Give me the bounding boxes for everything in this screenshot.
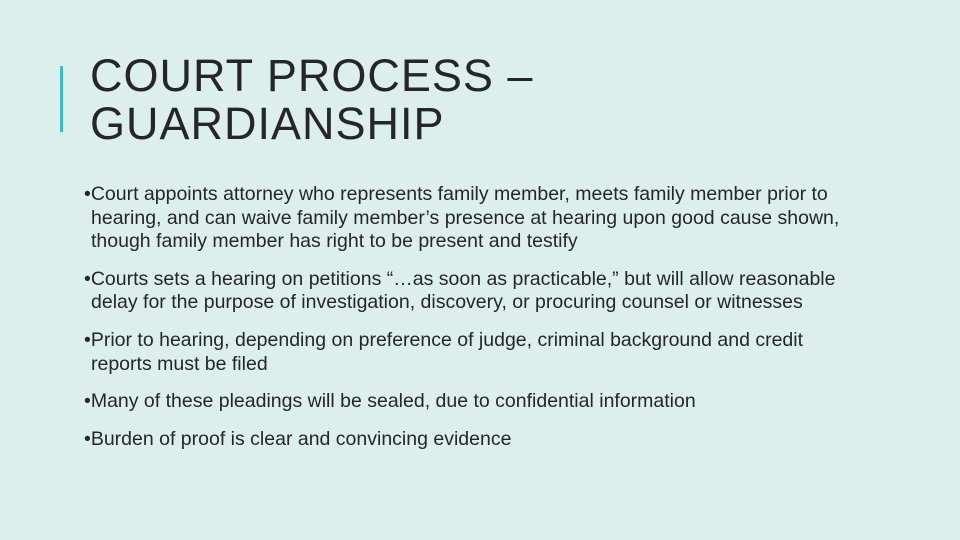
bullet-marker: • — [84, 267, 91, 290]
bullet-item — [84, 268, 854, 315]
title-accent-bar — [60, 66, 63, 132]
bullet-item — [84, 428, 854, 452]
bullet-marker: • — [84, 183, 91, 205]
bullet-text: Many of these pleadings will be sealed, due to confidential information — [90, 390, 696, 413]
bullet-marker: • — [84, 390, 91, 413]
bullet-item — [84, 390, 854, 414]
bullet-list — [84, 183, 854, 465]
slide-title — [90, 52, 890, 148]
bullet-text: Prior to hearing, depending on preference of judge, criminal background and credit reports must be filed — [90, 328, 804, 375]
bullet-text: Courts sets a hearing on petitions “…as soon as practicable,” but will allow reasonable delay for the purpose of investigation, discovery, or procuring counsel or witnesses — [90, 267, 836, 314]
bullet-marker: • — [84, 427, 91, 450]
bullet-text: Burden of proof is clear and convincing evidence — [90, 427, 512, 450]
bullet-item — [84, 183, 854, 254]
title-line-1: COURT PROCESS – — [90, 50, 534, 101]
bullet-text: Court appoints attorney who represents family member, meets family member prior to hearing, and can waive family member’s presence at hearing upon good cause shown, though family member has right to be present and testify — [90, 183, 840, 253]
bullet-item — [84, 329, 854, 376]
bullet-marker: • — [84, 328, 91, 351]
title-line-2: GUARDIANSHIP — [90, 98, 445, 149]
